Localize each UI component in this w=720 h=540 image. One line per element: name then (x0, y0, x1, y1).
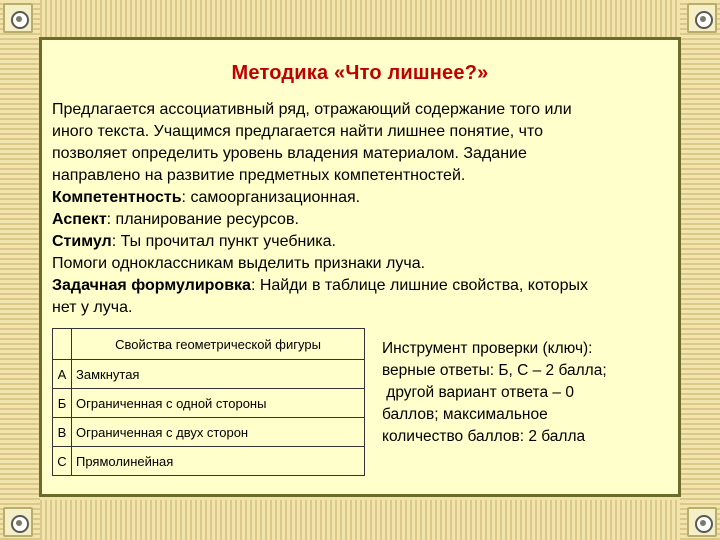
stimulus-value: : Ты прочитал пункт учебника. (111, 233, 336, 250)
task-label: Задачная формулировка (52, 277, 251, 294)
corner-bolt-icon (687, 3, 717, 33)
stimulus-line (52, 231, 662, 253)
corner-bolt-icon (3, 507, 33, 537)
description (52, 99, 662, 319)
stimulus-label: Стимул (52, 233, 112, 250)
slide-title: Методика «Что лишнее?» (231, 62, 489, 84)
competence-line (52, 187, 662, 209)
table-row (53, 389, 365, 418)
content-panel (39, 37, 681, 497)
paragraph-line: Предлагается ассоциативный ряд, отражающий содержание того или (52, 101, 572, 118)
task-line-2: нет у луча. (52, 299, 133, 316)
corner-bolt-icon (687, 507, 717, 537)
answer-key (382, 338, 672, 448)
key-line: количество баллов: 2 балла (382, 428, 586, 445)
row-text: Замкнутая (72, 360, 365, 389)
key-line: другой вариант ответа – 0 (382, 384, 574, 401)
task-line (52, 275, 662, 297)
key-title: Инструмент проверки (ключ): (382, 340, 593, 357)
key-line: верные ответы: Б, С – 2 балла; (382, 362, 607, 379)
row-letter: В (53, 418, 72, 447)
border-stripes-left (0, 0, 40, 540)
paragraph-line: направлено на развитие предметных компетентностей. (52, 167, 466, 184)
row-text: Прямолинейная (72, 447, 365, 476)
paragraph-line: иного текста. Учащимся предлагается найти лишнее понятие, что (52, 123, 544, 140)
row-letter: Б (53, 389, 72, 418)
stimulus-line-2: Помоги одноклассникам выделить признаки луча. (52, 255, 426, 272)
row-text: Ограниченная с двух сторон (72, 418, 365, 447)
row-letter: А (53, 360, 72, 389)
border-stripes-bottom (0, 500, 720, 540)
table-cell (53, 329, 72, 360)
table-row (53, 418, 365, 447)
paragraph-line: позволяет определить уровень владения материалом. Задание (52, 145, 527, 162)
aspect-label: Аспект (52, 211, 107, 228)
table-header: Свойства геометрической фигуры (72, 329, 365, 360)
corner-bolt-icon (3, 3, 33, 33)
table-row (53, 447, 365, 476)
row-letter: С (53, 447, 72, 476)
table-header-row (53, 329, 365, 360)
properties-table (52, 328, 365, 476)
key-line: баллов; максимальное (382, 406, 548, 423)
competence-label: Компетентность (52, 189, 182, 206)
table-row (53, 360, 365, 389)
task-value: : Найди в таблице лишние свойства, которых (250, 277, 588, 294)
competence-value: : самоорганизационная. (181, 189, 361, 206)
border-stripes-top (0, 0, 720, 40)
row-text: Ограниченная с одной стороны (72, 389, 365, 418)
border-stripes-right (680, 0, 720, 540)
aspect-line (52, 209, 662, 231)
aspect-value: : планирование ресурсов. (106, 211, 299, 228)
